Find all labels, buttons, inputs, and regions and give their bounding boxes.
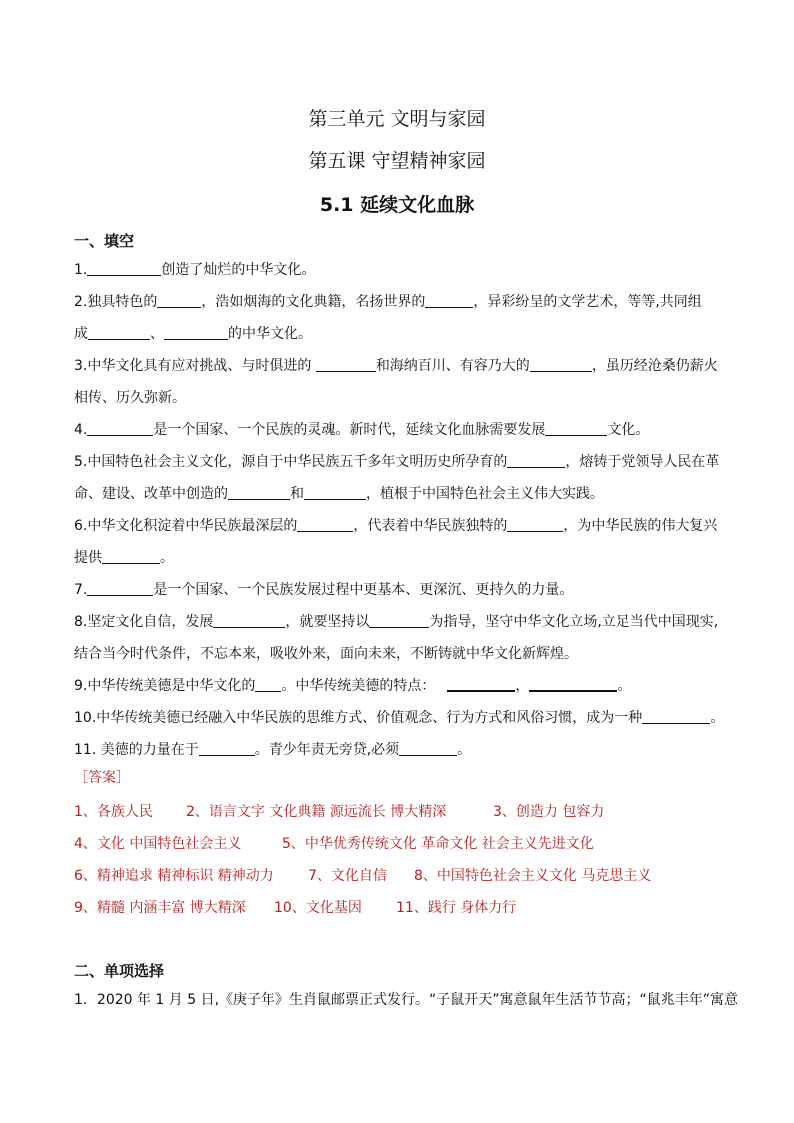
blank <box>530 356 592 372</box>
blank <box>507 516 563 532</box>
question-9: 9.中华传统美德是中华文化的 。中华传统美德的特点： ， 。 <box>74 670 724 702</box>
blank <box>297 516 353 532</box>
answer-row: 4、文化 中国特色社会主义 5、中华优秀传统文化 革命文化 社会主义先进文化 <box>74 836 594 852</box>
blank <box>228 484 290 500</box>
blank <box>316 356 376 372</box>
blank <box>304 484 366 500</box>
blank <box>199 740 255 756</box>
answer-row: 9、精髓 内涵丰富 博大精深 10、文化基因 11、践行 身体力行 <box>74 900 517 916</box>
question-3: 3.中华文化具有应对挑战、与时俱进的 和海纳百川、有容乃大的 ，虽历经沧桑仍薪火 相传、历久弥新。 <box>74 358 718 406</box>
blank <box>157 292 201 308</box>
blank <box>545 420 607 436</box>
blank <box>87 420 153 436</box>
question-5: 5.中国特色社会主义文化，源自于中华民族五千多年文明历史所孕育的 ，熔铸于党领导人民在革 命、建设、改革中创造的 和 ，植根于中国特色社会主义伟大实践。 <box>74 454 720 502</box>
single-choice-heading: 二、单项选择 <box>74 962 165 980</box>
question-1: 1. 创造了灿烂的中华文化。 <box>74 262 316 278</box>
answer-row: 6、精神追求 精神标识 精神动力 7、文化自信 8、中国特色社会主义文化 马克思主义 <box>74 868 652 884</box>
question-4: 4. 是一个国家、一个民族的灵魂。新时代，延续文化血脉需要发展 文化。 <box>74 422 650 438</box>
blank <box>425 292 473 308</box>
blank <box>88 324 150 340</box>
blank <box>213 612 285 628</box>
blank <box>87 260 161 276</box>
blank <box>447 675 515 692</box>
question-6: 6.中华文化积淀着中华民族最深层的 ，代表着中华民族独特的 ，为中华民族的伟大复兴 提供 。 <box>74 518 718 566</box>
choice-question-1: 1．2020 年 1 月 5 日,《庚子年》生肖鼠邮票正式发行。“子鼠开天”寓意鼠年生活节节高；“鼠兆丰年”寓意 <box>74 992 739 1008</box>
blank <box>87 580 153 596</box>
answer-row: 1、各族人民 2、语言文字 文化典籍 源远流长 博大精深 3、创造力 包容力 <box>74 804 605 820</box>
blank <box>529 675 617 692</box>
question-7: 7. 是一个国家、一个民族发展过程中更基本、更深沉、更持久的力量。 <box>74 582 574 598</box>
blank <box>399 740 457 756</box>
lesson-title: 第五课 守望精神家园 <box>308 150 486 172</box>
unit-title: 第三单元 文明与家园 <box>308 108 486 130</box>
fill-in-heading: 一、填空 <box>74 232 135 250</box>
question-8: 8.坚定文化自信，发展 ，就要坚持以 为指导，坚守中华文化立场,立足当代中国现实, 结合当今时代条件，不忘本来，吸收外来，面向未来，不断铸就中华文化新辉煌。 <box>74 614 719 662</box>
blank <box>369 612 429 628</box>
question-10: 10.中华传统美德已经融入中华民族的思维方式、价值观念、行为方式和风俗习惯，成为一种 。 <box>74 710 725 726</box>
blank <box>164 324 228 340</box>
blank <box>642 708 710 724</box>
question-11: 11. 美德的力量在于 。青少年责无旁贷,必须 。 <box>74 742 472 758</box>
section-title: 5.1 延续文化血脉 <box>319 194 475 216</box>
blank <box>255 676 281 692</box>
blank <box>102 548 160 564</box>
blank <box>507 452 565 468</box>
question-2: 2.独具特色的 ，浩如烟海的文化典籍，名扬世界的 ，异彩纷呈的文学艺术，等等,共同组 成 、 的中华文化。 <box>74 294 702 342</box>
answer-label: ［答案］ <box>74 770 130 786</box>
